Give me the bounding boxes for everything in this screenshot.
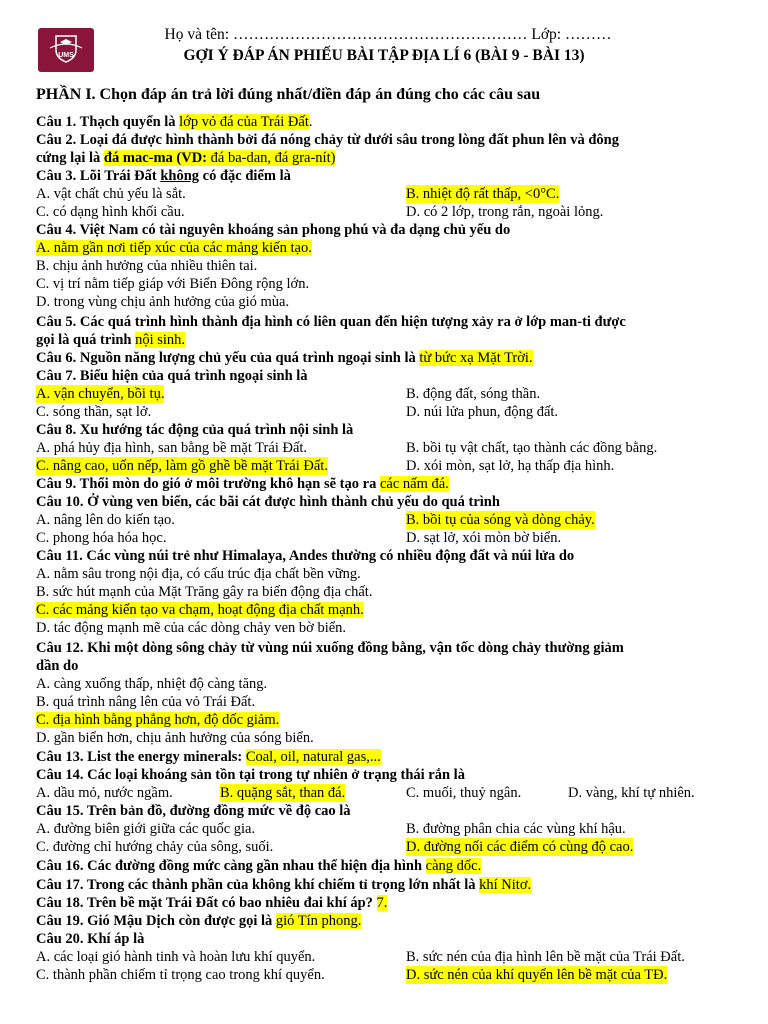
question-15: Câu 15. Trên bản đồ, đường đồng mức về độ cao là: [36, 803, 351, 819]
option-15a: A. đường biên giới giữa các quốc gia.: [36, 821, 256, 837]
option-4c: C. vị trí nằm tiếp giáp với Biển Đông rộng lớn.: [36, 276, 310, 292]
answer-13: Coal, oil, natural gas,...: [245, 749, 381, 765]
question-12: Câu 12. Khi một dòng sông chảy từ vùng núi xuống đồng bằng, vận tốc dòng chảy thường giảm: [36, 640, 624, 656]
option-3a: A. vật chất chủ yếu là sắt.: [36, 186, 186, 202]
option-14b-correct: B. quặng sắt, than đá.: [220, 785, 346, 801]
option-12d: D. gần biển hơn, chịu ảnh hưởng của sóng biển.: [36, 730, 314, 746]
part-title: PHẦN I. Chọn đáp án trả lời đúng nhất/điền đáp án đúng cho các câu sau: [36, 86, 541, 103]
option-8b: B. bồi tụ vật chất, tạo thành các đồng bằng.: [406, 440, 658, 456]
option-10c: C. phong hóa hóa học.: [36, 530, 167, 546]
question-9: Câu 9. Thổi mòn do gió ở môi trường khô hạn sẽ tạo ra các nấm đá.: [36, 476, 449, 492]
option-15b: B. đường phân chia các vùng khí hậu.: [406, 821, 626, 837]
question-3: Câu 3. Lõi Trái Đất không có đặc điểm là: [36, 168, 291, 184]
question-16: Câu 16. Các đường đồng mức càng gần nhau thể hiện địa hình càng dốc.: [36, 858, 482, 874]
option-7d: D. núi lửa phun, động đất.: [406, 404, 559, 420]
answer-1: lớp vỏ đá của Trái Đất: [179, 114, 309, 130]
question-11: Câu 11. Các vùng núi trẻ như Himalaya, Andes thường có nhiều động đất và núi lửa do: [36, 548, 575, 564]
svg-text:UMS: UMS: [58, 52, 74, 59]
question-1: Câu 1. Thạch quyển là lớp vỏ đá của Trái Đất.: [36, 114, 313, 130]
question-18: Câu 18. Trên bề mặt Trái Đất có bao nhiêu đai khí áp? 7.: [36, 895, 388, 911]
question-2-cont: cứng lại là đá mac-ma (VD: đá ba-dan, đá gra-nít): [36, 150, 336, 166]
answer-17: khí Nitơ.: [479, 877, 532, 893]
option-8c-correct: C. nâng cao, uốn nếp, làm gồ ghề bề mặt Trái Đất.: [36, 458, 328, 474]
question-7: Câu 7. Biểu hiện của quá trình ngoại sinh là: [36, 368, 308, 384]
option-12a: A. càng xuống thấp, nhiệt độ càng tăng.: [36, 676, 268, 692]
option-11a: A. nằm sâu trong nội địa, có cấu trúc địa chất bền vững.: [36, 566, 361, 582]
option-10b-correct: B. bồi tụ của sóng và dòng chảy.: [406, 512, 595, 528]
question-10: Câu 10. Ở vùng ven biển, các bãi cát được hình thành chủ yếu do quá trình: [36, 494, 500, 510]
option-7a-correct: A. vận chuyển, bồi tụ.: [36, 386, 165, 402]
option-11c-correct: C. các mảng kiến tạo va chạm, hoạt động địa chất mạnh.: [36, 602, 364, 618]
option-20d-correct: D. sức nén của khí quyển lên bề mặt của TĐ.: [406, 967, 668, 983]
option-14d: D. vàng, khí tự nhiên.: [568, 785, 695, 801]
question-6: Câu 6. Nguồn năng lượng chủ yếu của quá trình ngoại sinh là từ bức xạ Mặt Trời.: [36, 350, 533, 366]
option-4b: B. chịu ảnh hưởng của nhiều thiên tai.: [36, 258, 258, 274]
option-20a: A. các loại gió hành tinh và hoàn lưu khí quyển.: [36, 949, 316, 965]
option-15c: C. đường chỉ hướng chảy của sông, suối.: [36, 839, 274, 855]
question-20: Câu 20. Khí áp là: [36, 931, 145, 947]
answer-18: 7.: [376, 895, 388, 911]
option-14c: C. muối, thuỷ ngân.: [406, 785, 522, 801]
worksheet-title: GỢI Ý ĐÁP ÁN PHIẾU BÀI TẬP ĐỊA LÍ 6 (BÀI 9 - BÀI 13): [183, 47, 585, 64]
question-19: Câu 19. Gió Mậu Dịch còn được gọi là gió Tín phong.: [36, 913, 362, 929]
option-8a: A. phá hủy địa hình, san bằng bề mặt Trái Đất.: [36, 440, 308, 456]
answer-5: nội sinh.: [135, 332, 186, 348]
question-2: Câu 2. Loại đá được hình thành bởi đá nóng chảy từ dưới sâu trong lòng đất phun lên và đông: [36, 132, 619, 148]
question-13: Câu 13. List the energy minerals: Coal, oil, natural gas,...: [36, 749, 381, 765]
option-3b-correct: B. nhiệt độ rất thấp, <0°C.: [406, 186, 560, 202]
question-8: Câu 8. Xu hướng tác động của quá trình nội sinh là: [36, 422, 354, 438]
name-class-line: Họ và tên: ………………………………………………… Lớp: ………: [164, 26, 612, 43]
question-4: Câu 4. Việt Nam có tài nguyên khoáng sản phong phú và đa dạng chủ yếu do: [36, 222, 511, 238]
question-5: Câu 5. Các quá trình hình thành địa hình có liên quan đến hiện tượng xảy ra ở lớp man-ti được: [36, 314, 626, 330]
answer-19: gió Tín phong.: [275, 913, 362, 929]
option-20b: B. sức nén của địa hình lên bề mặt của Trái Đất.: [406, 949, 685, 965]
question-12-cont: dần do: [36, 658, 79, 674]
option-10a: A. nâng lên do kiến tạo.: [36, 512, 175, 528]
option-12b: B. quá trình nâng lên của vỏ Trái Đất.: [36, 694, 256, 710]
answer-6: từ bức xạ Mặt Trời.: [419, 350, 533, 366]
option-3d: D. có 2 lớp, trong rắn, ngoài lỏng.: [406, 204, 604, 220]
question-14: Câu 14. Các loại khoáng sản tồn tại trong tự nhiên ở trạng thái rắn là: [36, 767, 465, 783]
option-3c: C. có dạng hình khối cầu.: [36, 204, 185, 220]
option-4d: D. trong vùng chịu ảnh hưởng của gió mùa.: [36, 294, 290, 310]
option-20c: C. thành phần chiếm tỉ trọng cao trong khí quyển.: [36, 967, 325, 983]
option-10d: D. sạt lở, xói mòn bờ biển.: [406, 530, 562, 546]
option-7b: B. động đất, sóng thần.: [406, 386, 541, 402]
answer-16: càng dốc.: [425, 858, 482, 874]
option-14a: A. dầu mỏ, nước ngầm.: [36, 785, 173, 801]
answer-2: đá mac-ma (VD:: [103, 150, 211, 166]
option-11d: D. tác động mạnh mẽ của các dòng chảy ven bờ biển.: [36, 620, 347, 636]
option-8d: D. xói mòn, sạt lở, hạ thấp địa hình.: [406, 458, 615, 474]
question-17: Câu 17. Trong các thành phần của không khí chiếm tỉ trọng lớn nhất là khí Nitơ.: [36, 877, 532, 893]
option-15d-correct: D. đường nối các điểm có cùng độ cao.: [406, 839, 634, 855]
answer-9: các nấm đá.: [379, 476, 449, 492]
option-12c-correct: C. địa hình bằng phẳng hơn, độ dốc giảm.: [36, 712, 280, 728]
option-11b: B. sức hút mạnh của Mặt Trăng gây ra biến động địa chất.: [36, 584, 373, 600]
option-7c: C. sóng thần, sạt lở.: [36, 404, 152, 420]
option-4a-correct: A. nằm gần nơi tiếp xúc của các mảng kiến tạo.: [36, 240, 312, 256]
